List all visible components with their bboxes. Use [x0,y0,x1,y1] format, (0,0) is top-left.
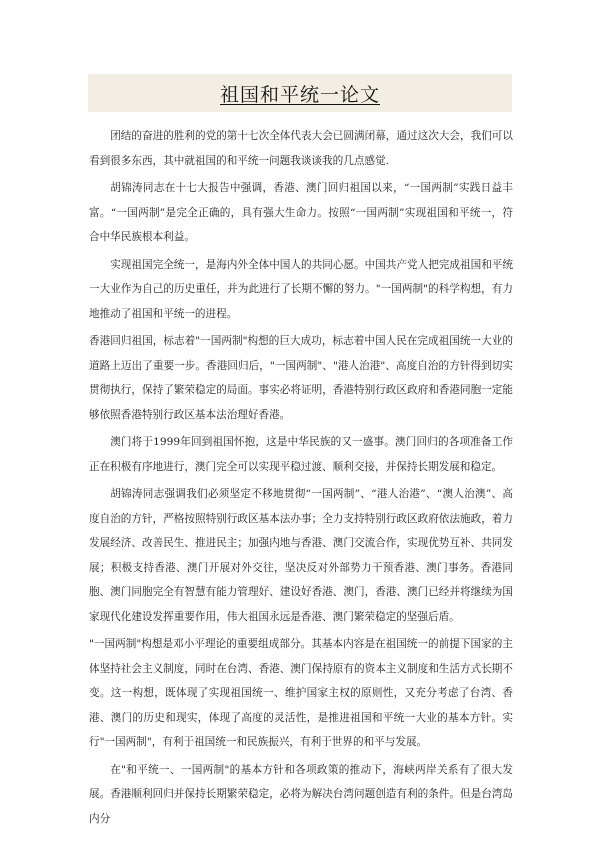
title-banner [88,74,512,112]
document-title: 祖国和平统一论文 [219,83,380,106]
paragraph-8: 在"和平统一、一国两制"的基本方针和各项政策的推动下，海峡两岸关系有了很大发展。香港顺利回归并保持长期繁荣稳定，必将为解决台湾问题创造有利的条件。但是台湾岛内分 [89,763,513,825]
paragraph-3: 实现祖国完全统一，是海内外全体中国人的共同心愿。中国共产党人把完成祖国和平统一大业作为自己的历史重任，并为此进行了长期不懈的努力。"一国两制"的科学构想，有力地推动了祖国和平统一的进程。 [89,258,513,320]
paragraph-1: 团结的奋进的胜利的党的第十七次全体代表大会已圆满闭幕，通过这次大会，我们可以看到很多东西，其中就祖国的和平统一问题我谈谈我的几点感觉. [89,130,513,167]
document-body [89,124,513,834]
paragraph-5: 澳门将于1999年回到祖国怀抱，这是中华民族的又一盛事。澳门回归的各项准备工作正在积极有序地进行，澳门完全可以实现平稳过渡、顺利交接，并保持长期发展和稳定。 [89,436,513,473]
paragraph-6: 胡锦涛同志强调我们必须坚定不移地贯彻“一国两制”、“港人治港”、“澳人治澳”、高度自治的方针，严格按照特别行政区基本法办事；全力支持特别行政区政府依法施政，着力发展经济、改善民生、推进民主；加强内地与香港、澳门交流合作，实现优势互补、共同发展；积极支持香港、澳门开展对外交往，坚决反对外部势力干预香港、澳门事务。香港同胞、澳门同胞完全有智慧有能力管理好、建设好香港、澳门，香港、澳门已经并将继续为国家现代化建设发挥重要作用，伟大祖国永远是香港、澳门繁荣稳定的坚强后盾。 [89,488,513,623]
paragraph-7: "一国两制"构想是邓小平理论的重要组成部分。其基本内容是在祖国统一的前提下国家的主体坚持社会主义制度，同时在台湾、香港、澳门保持原有的资本主义制度和生活方式长期不变。这一构想，既体现了实现祖国统一、维护国家主权的原则性，又充分考虑了台湾、香港、澳门的历史和现实，体现了高度的灵活性，是推进祖国和平统一大业的基本方针。实行"一国两制"，有利于祖国统一和民族振兴，有利于世界的和平与发展。 [89,638,513,748]
paragraph-4: 香港回归祖国，标志着"一国两制"构想的巨大成功，标志着中国人民在完成祖国统一大业的道路上迈出了重要一步。香港回归后，"一国两制"、"港人治港"、高度自治的方针得到切实贯彻执行，保持了繁荣稳定的局面。事实必将证明，香港特别行政区政府和香港同胞一定能够依照香港特别行政区基本法治理好香港。 [89,335,513,421]
paragraph-2: 胡锦涛同志在十七大报告中强调，香港、澳门回归祖国以来，“一国两制”实践日益丰富。“一国两制”是完全正确的，具有强大生命力。按照“一国两制”实现祖国和平统一，符合中华民族根本利益。 [89,182,513,243]
